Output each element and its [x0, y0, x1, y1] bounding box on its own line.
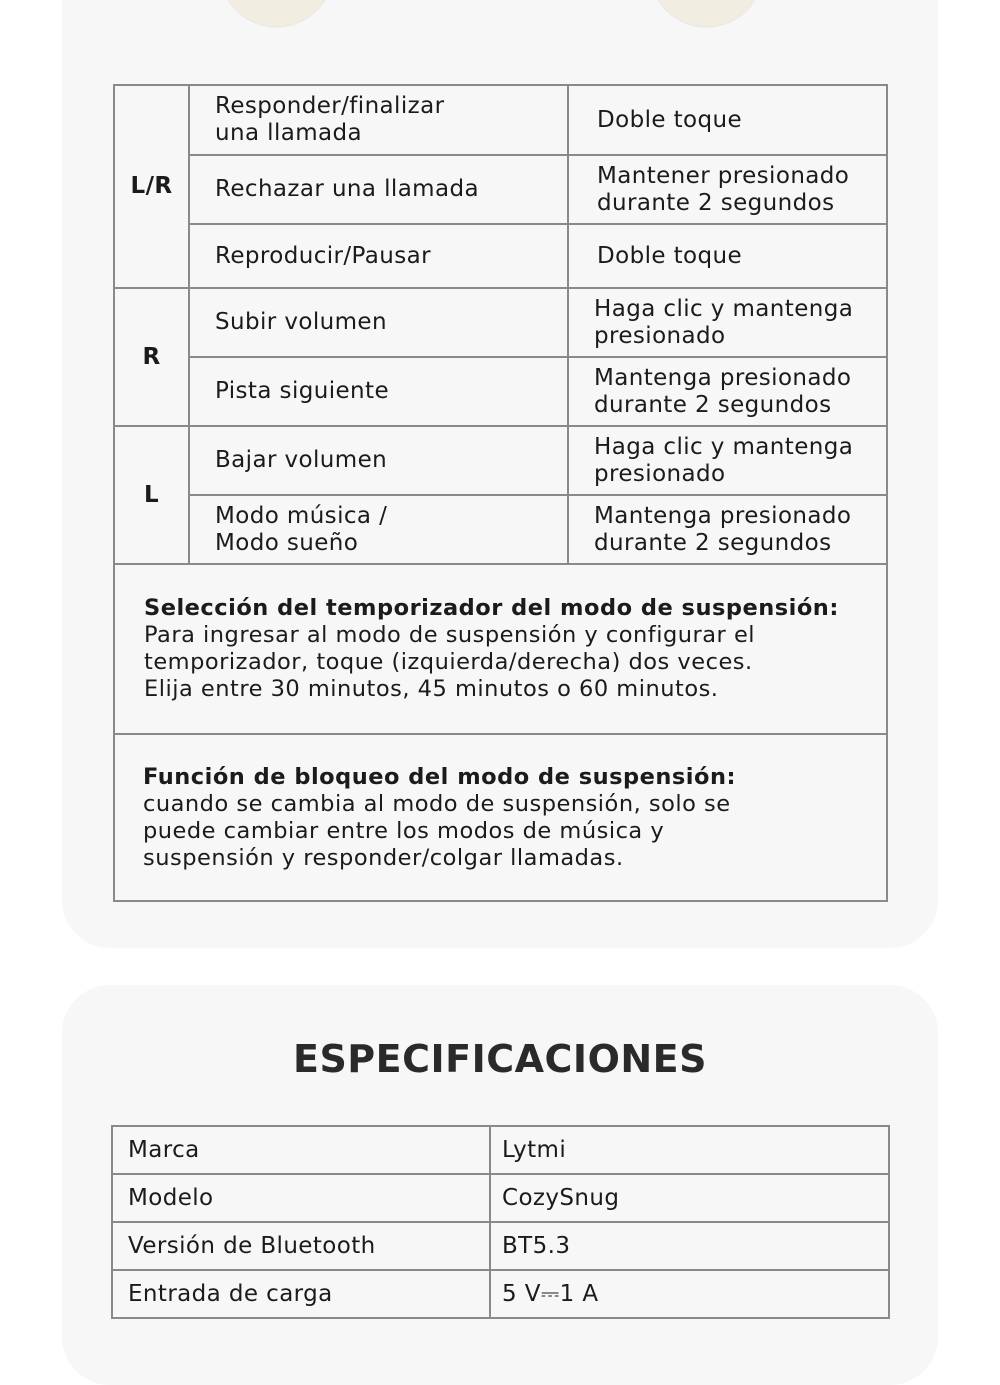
side-label-lr: L/R [114, 85, 189, 288]
spec-value: CozySnug [490, 1174, 889, 1222]
sleep-timer-note [114, 564, 887, 734]
action-cell: Doble toque [568, 85, 887, 155]
specs-table [111, 1125, 890, 1319]
table-row [114, 357, 887, 426]
sleep-lock-note [114, 734, 887, 901]
function-cell: Modo música / Modo sueño [189, 495, 568, 564]
table-row [112, 1174, 889, 1222]
table-row [114, 224, 887, 288]
spec-key: Modelo [112, 1174, 490, 1222]
controls-table [113, 84, 888, 902]
action-cell: Mantenga presionado durante 2 segundos [568, 495, 887, 564]
function-cell: Responder/finalizar una llamada [189, 85, 568, 155]
table-row [112, 1270, 889, 1318]
sleep-timer-heading: Selección del temporizador del modo de suspensión: [144, 595, 839, 621]
spec-key: Marca [112, 1126, 490, 1174]
specs-title: ESPECIFICACIONES [292, 1037, 707, 1081]
sleep-timer-body: Para ingresar al modo de suspensión y configurar el temporizador, toque (izquierda/derecha) dos veces. Elija entre 30 minutos, 45 minutos o 60 minutos. [144, 622, 756, 702]
table-row [114, 734, 887, 901]
spec-value: Lytmi [490, 1126, 889, 1174]
action-cell: Mantenga presionado durante 2 segundos [568, 357, 887, 426]
side-label-l: L [114, 426, 189, 564]
table-row [114, 288, 887, 357]
action-cell: Haga clic y mantenga presionado [568, 426, 887, 495]
sleep-lock-heading: Función de bloqueo del modo de suspensión: [143, 763, 736, 790]
spec-key: Entrada de carga [112, 1270, 490, 1318]
action-cell: Haga clic y mantenga presionado [568, 288, 887, 357]
table-row [114, 155, 887, 224]
side-label-r: R [114, 288, 189, 426]
table-row [112, 1222, 889, 1270]
table-row [112, 1126, 889, 1174]
function-cell: Rechazar una llamada [189, 155, 568, 224]
table-row [114, 495, 887, 564]
table-row [114, 426, 887, 495]
spec-value: BT5.3 [490, 1222, 889, 1270]
spec-key: Versión de Bluetooth [112, 1222, 490, 1270]
table-row [114, 564, 887, 734]
function-cell: Reproducir/Pausar [189, 224, 568, 288]
sleep-lock-body: cuando se cambia al modo de suspensión, solo se puede cambiar entre los modos de música y suspensión y responder/colgar llamadas. [143, 790, 731, 871]
spec-value: 5 V⎓1 A [490, 1270, 889, 1318]
function-cell: Subir volumen [189, 288, 568, 357]
function-cell: Pista siguiente [189, 357, 568, 426]
table-row [114, 85, 887, 155]
function-cell: Bajar volumen [189, 426, 568, 495]
action-cell: Mantener presionado durante 2 segundos [568, 155, 887, 224]
action-cell: Doble toque [568, 224, 887, 288]
